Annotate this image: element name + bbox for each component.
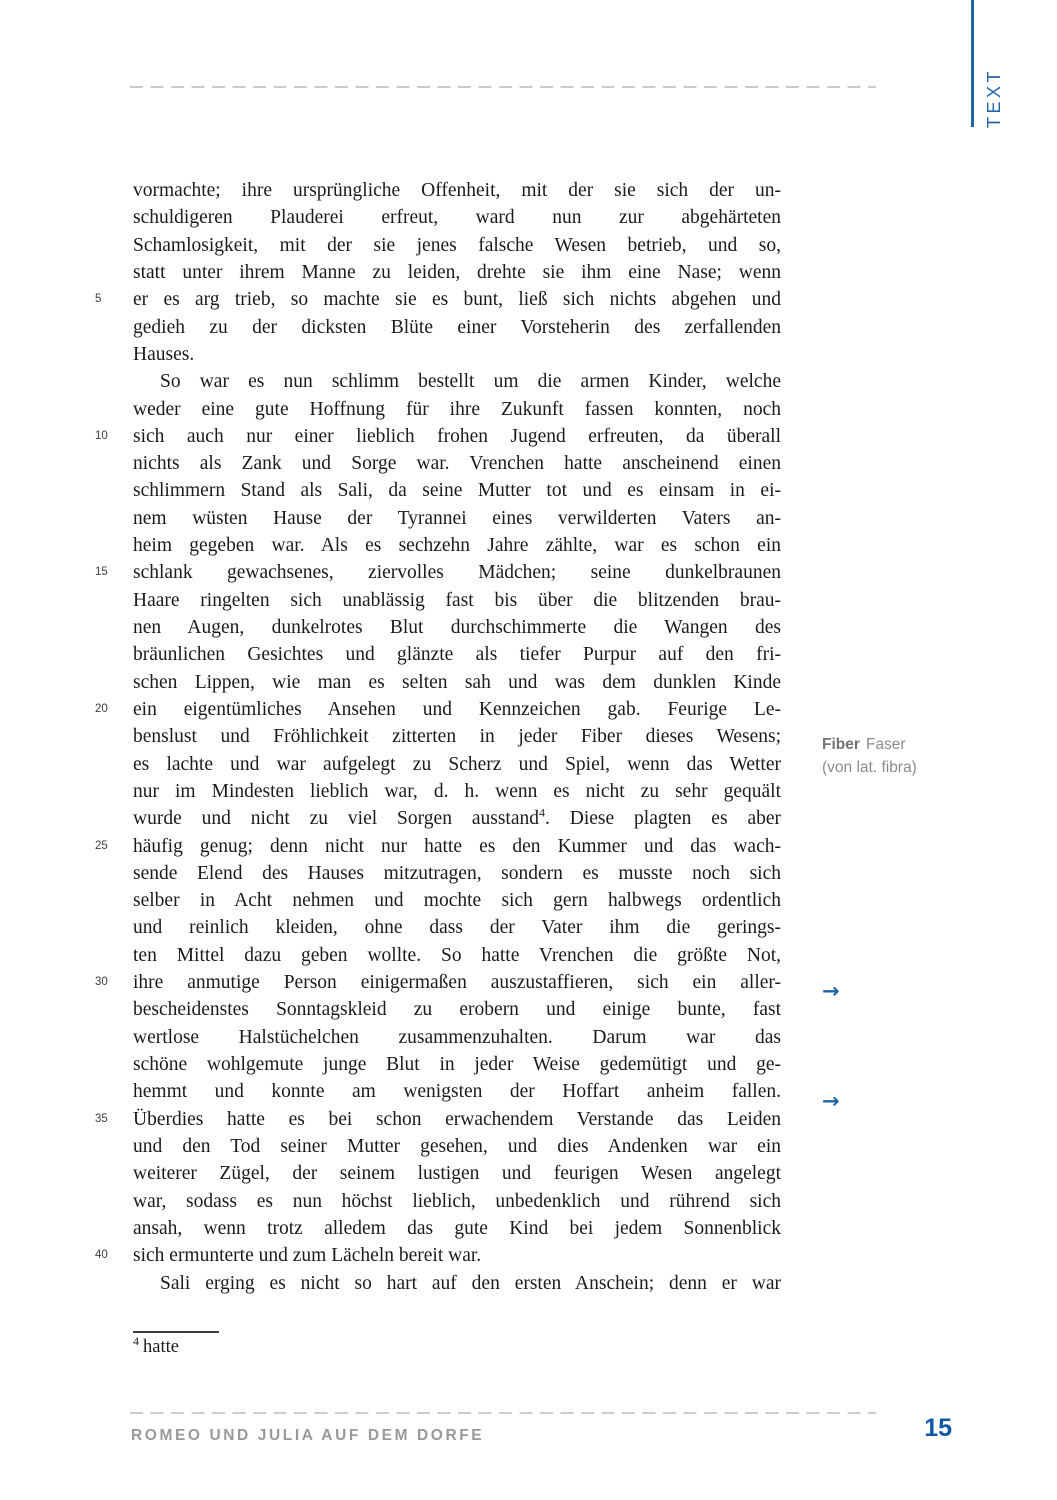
text-line xyxy=(133,1270,781,1297)
text-line-content: ein eigentümliches Ansehen und Kennzeichen gab. Feurige Le- xyxy=(133,698,781,720)
text-line-content: er es arg trieb, so machte sie es bunt, ließ sich nichts abgehen und xyxy=(133,289,781,311)
footnote-text: hatte xyxy=(143,1337,179,1357)
text-line-content: sich ermunterte und zum Lächeln bereit war. xyxy=(133,1245,482,1267)
text-line-content: Sali erging es nicht so hart auf den ersten Anschein; denn er war xyxy=(160,1272,781,1294)
text-line xyxy=(133,723,781,750)
top-divider xyxy=(130,86,876,88)
text-line-content: bräunlichen Gesichtes und glänzte als tiefer Purpur auf den fri- xyxy=(133,644,781,666)
text-line xyxy=(133,177,781,204)
text-line-content: So war es nun schlimm bestellt um die armen Kinder, welche xyxy=(160,371,781,393)
text-line-content: sende Elend des Hauses mitzutragen, sondern es musste noch sich xyxy=(133,862,781,884)
text-line-content: gedieh zu der dicksten Blüte einer Vorsteherin des zerfallenden xyxy=(133,316,781,338)
text-line xyxy=(133,450,781,477)
running-footer-title: ROMEO UND JULIA AUF DEM DORFE xyxy=(131,1427,485,1444)
text-line xyxy=(133,751,781,778)
sidebar-label: TEXT xyxy=(984,67,1004,128)
text-line xyxy=(133,505,781,532)
footnote-rule xyxy=(133,1331,219,1333)
text-line-content: wurde und nicht zu viel Sorgen ausstand$^4$. Diese plagten es aber xyxy=(133,805,781,830)
text-line xyxy=(133,914,781,941)
text-line-content: bescheidenstes Sonntagskleid zu erobern und einige bunte, fast xyxy=(133,999,781,1021)
text-line-content: Haare ringelten sich unablässig fast bis über die blitzenden brau- xyxy=(133,589,781,611)
text-line xyxy=(95,969,781,996)
text-line xyxy=(133,396,781,423)
line-number: 25 xyxy=(95,839,108,852)
text-line-content: Hauses. xyxy=(133,343,195,365)
text-line-content: wertlose Halstüchelchen zusammenzuhalten. Darum war das xyxy=(133,1026,781,1048)
text-line-content: nem wüsten Hause der Tyrannei eines verwilderten Vaters an- xyxy=(133,507,781,529)
text-line xyxy=(133,669,781,696)
text-line-content: statt unter ihrem Manne zu leiden, drehte sie ihm eine Nase; wenn xyxy=(133,261,781,283)
line-number: 10 xyxy=(95,429,108,442)
bottom-divider xyxy=(130,1412,876,1414)
text-line-content: ansah, wenn trotz alledem das gute Kind bei jedem Sonnenblick xyxy=(133,1217,781,1239)
text-line-content: es lachte und war aufgelegt zu Scherz und Spiel, wenn das Wetter xyxy=(133,753,781,775)
text-line-content: sich auch nur einer lieblich frohen Jugend erfreuten, da überall xyxy=(133,425,781,447)
text-line xyxy=(133,778,781,805)
line-number: 15 xyxy=(95,566,108,579)
text-line xyxy=(133,532,781,559)
text-line xyxy=(95,559,781,586)
line-number: 20 xyxy=(95,702,108,715)
text-line xyxy=(95,1106,781,1133)
footnote-marker: 4 xyxy=(133,1333,139,1348)
margin-note xyxy=(822,733,972,779)
text-line-content: schlank gewachsenes, ziervolles Mädchen; seine dunkelbraunen xyxy=(133,562,781,584)
text-line xyxy=(133,942,781,969)
text-line xyxy=(95,833,781,860)
line-number: 35 xyxy=(95,1112,108,1125)
text-line-content: und reinlich kleiden, ohne dass der Vater ihm die gerings- xyxy=(133,917,781,939)
text-line xyxy=(133,996,781,1023)
margin-note-term: Fiber xyxy=(822,736,860,753)
text-line xyxy=(133,1188,781,1215)
text-line-content: nen Augen, dunkelrotes Blut durchschimmerte die Wangen des xyxy=(133,617,781,638)
margin-arrow-icon: → xyxy=(822,1089,840,1113)
text-line xyxy=(133,887,781,914)
text-line-content: Schamlosigkeit, mit der sie jenes falsche Wesen betrieb, und so, xyxy=(133,234,781,256)
text-line-content: heim gegeben war. Als es sechzehn Jahre zählte, war es schon ein xyxy=(133,535,781,557)
margin-arrow-icon: → xyxy=(822,979,840,1003)
text-line-content: vormachte; ihre ursprüngliche Offenheit, mit der sie sich der un- xyxy=(133,180,781,201)
line-number: 40 xyxy=(95,1249,108,1262)
text-line-content: schöne wohlgemute junge Blut in jeder Weise gedemütigt und ge- xyxy=(133,1054,781,1075)
footnote xyxy=(133,1333,179,1358)
text-line xyxy=(133,614,781,641)
text-line-content: benslust und Fröhlichkeit zitterten in jeder Fiber dieses Wesens; xyxy=(133,726,781,748)
text-line-content: Überdies hatte es bei schon erwachendem Verstande das Leiden xyxy=(133,1108,781,1130)
text-line-content: schlimmern Stand als Sali, da seine Mutter tot und es einsam in ei- xyxy=(133,480,781,502)
text-line-content: und den Tod seiner Mutter gesehen, und dies Andenken war ein xyxy=(133,1135,781,1157)
text-line xyxy=(133,259,781,286)
text-line-content: selber in Acht nehmen und mochte sich gern halbwegs ordentlich xyxy=(133,890,781,912)
text-line xyxy=(133,204,781,231)
text-line xyxy=(133,314,781,341)
margin-note-gloss: Faser xyxy=(865,736,906,753)
text-line xyxy=(133,1133,781,1160)
text-line-content: war, sodass es nun höchst lieblich, unbedenklich und rührend sich xyxy=(133,1190,781,1212)
text-line xyxy=(95,286,781,313)
text-line xyxy=(95,696,781,723)
text-line xyxy=(95,1242,781,1269)
text-line-content: ihre anmutige Person einigermaßen auszustaffieren, sich ein aller- xyxy=(133,972,781,994)
text-line xyxy=(95,423,781,450)
text-line-content: hemmt und konnte am wenigsten der Hoffart anheim fallen. xyxy=(133,1081,781,1103)
line-number: 30 xyxy=(95,976,108,989)
text-line xyxy=(133,1051,781,1078)
text-line xyxy=(133,805,781,832)
text-line xyxy=(133,1160,781,1187)
text-line xyxy=(133,1078,781,1105)
text-line-content: ten Mittel dazu geben wollte. So hatte Vrenchen die größte Not, xyxy=(133,944,781,966)
text-line-content: nur im Mindesten lieblich war, d. h. wenn es nicht zu sehr gequält xyxy=(133,780,781,802)
line-number: 5 xyxy=(95,293,102,306)
sidebar-rule xyxy=(971,0,974,127)
footnote-ref: 4 xyxy=(538,805,545,820)
body-text xyxy=(95,177,781,1297)
text-line-content: weder eine gute Hoffnung für ihre Zukunft fassen konnten, noch xyxy=(133,398,781,420)
text-line xyxy=(133,587,781,614)
page-number: 15 xyxy=(924,1414,952,1442)
margin-note-headline xyxy=(822,733,972,756)
text-line xyxy=(133,368,781,395)
text-line-content: häufig genug; denn nicht nur hatte es den Kummer und das wach- xyxy=(133,835,781,857)
text-line xyxy=(133,477,781,504)
text-line-content: schen Lippen, wie man es selten sah und was dem dunklen Kinde xyxy=(133,671,781,693)
text-line-content: schuldigeren Plauderei erfreut, ward nun zur abgehärteten xyxy=(133,207,781,229)
text-line xyxy=(133,641,781,668)
text-line xyxy=(133,1215,781,1242)
text-line-content: nichts als Zank und Sorge war. Vrenchen hatte anscheinend einen xyxy=(133,453,781,475)
text-line xyxy=(133,860,781,887)
text-line xyxy=(133,232,781,259)
margin-note-detail: (von lat. fibra) xyxy=(822,759,917,776)
text-line xyxy=(133,341,781,368)
text-line xyxy=(133,1024,781,1051)
text-line-content: weiterer Zügel, der seinem lustigen und feurigen Wesen angelegt xyxy=(133,1163,781,1185)
